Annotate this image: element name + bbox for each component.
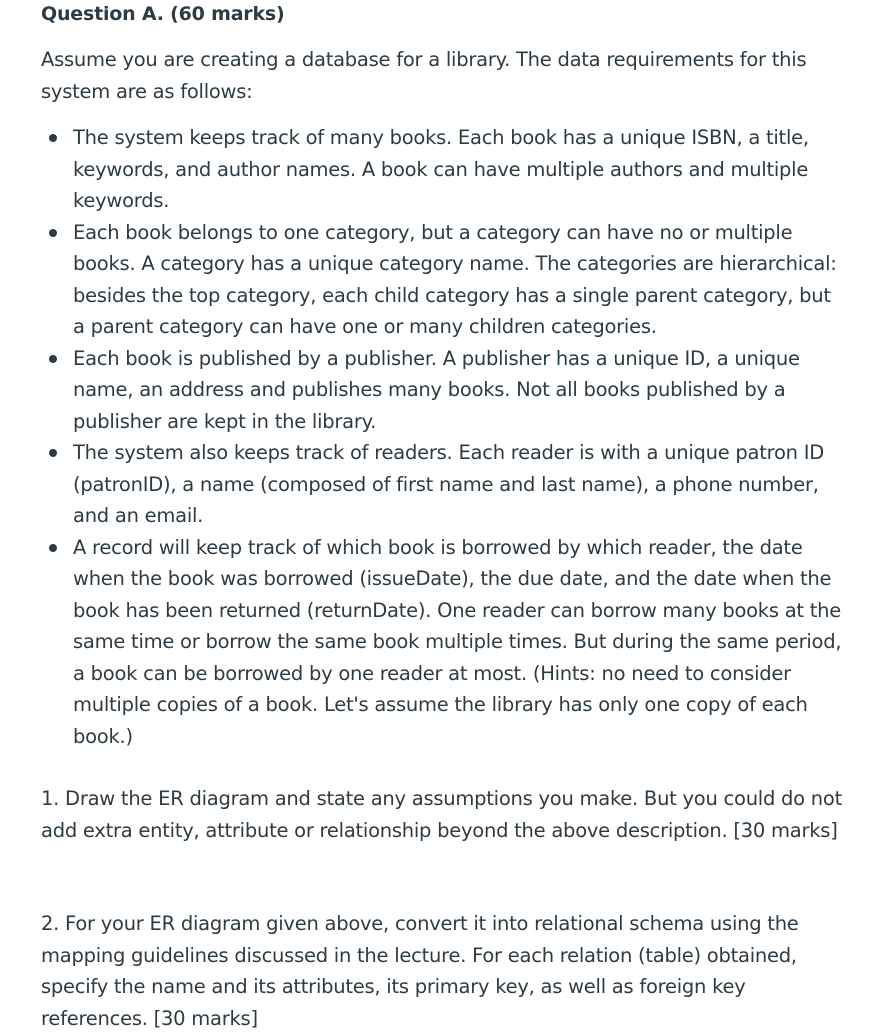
bullet-icon — [49, 134, 57, 142]
intro-paragraph: Assume you are creating a database for a library. The data requirements for this system are as follows: — [41, 48, 807, 103]
requirement-item — [0, 437, 848, 532]
requirement-text: Each book belongs to one category, but a category can have no or multiple books. A category has a unique category name. The categories are hierarchical: besides the top category, each child category has a single parent category, but a parent category can have one or many children categories. — [73, 220, 837, 338]
requirement-item — [0, 343, 848, 438]
requirement-item — [0, 217, 848, 343]
question-2: 2. For your ER diagram given above, convert it into relational schema using the mapping guidelines discussed in the lecture. For each relation (table) obtained, specify the name and its attributes, its primary key, as well as foreign key references. [30 marks] — [41, 912, 799, 1030]
requirement-item — [0, 532, 848, 753]
requirement-text: The system keeps track of many books. Each book has a unique ISBN, a title, keywords, and author names. A book can have multiple authors and multiple keywords. — [73, 126, 809, 212]
question-1: 1. Draw the ER diagram and state any assumptions you make. But you could do not add extra entity, attribute or relationship beyond the above description. [30 marks] — [41, 787, 842, 842]
requirement-text: A record will keep track of which book is borrowed by which reader, the date when the book was borrowed (issueDate), the due date, and the date when the book has been returned (returnDate). One reader can borrow many books at the same time or borrow the same book multiple times. But during the same period, a book can be borrowed by one reader at most. (Hints: no need to consider multiple copies of a book. Let's assume the library has only one copy of each book.) — [73, 535, 842, 748]
bullet-icon — [49, 229, 57, 237]
requirements-list — [0, 122, 890, 752]
question-heading: Question A. (60 marks) — [41, 3, 285, 25]
bullet-icon — [49, 449, 57, 457]
requirement-item — [0, 122, 848, 217]
requirement-text: Each book is published by a publisher. A publisher has a unique ID, a unique name, an address and publishes many books. Not all books published by a publisher are kept in the library. — [73, 346, 800, 433]
bullet-icon — [49, 355, 57, 363]
requirement-text: The system also keeps track of readers. Each reader is with a unique patron ID (patronID), a name (composed of first name and last name), a phone number, and an email. — [73, 441, 824, 527]
bullet-icon — [49, 544, 57, 552]
